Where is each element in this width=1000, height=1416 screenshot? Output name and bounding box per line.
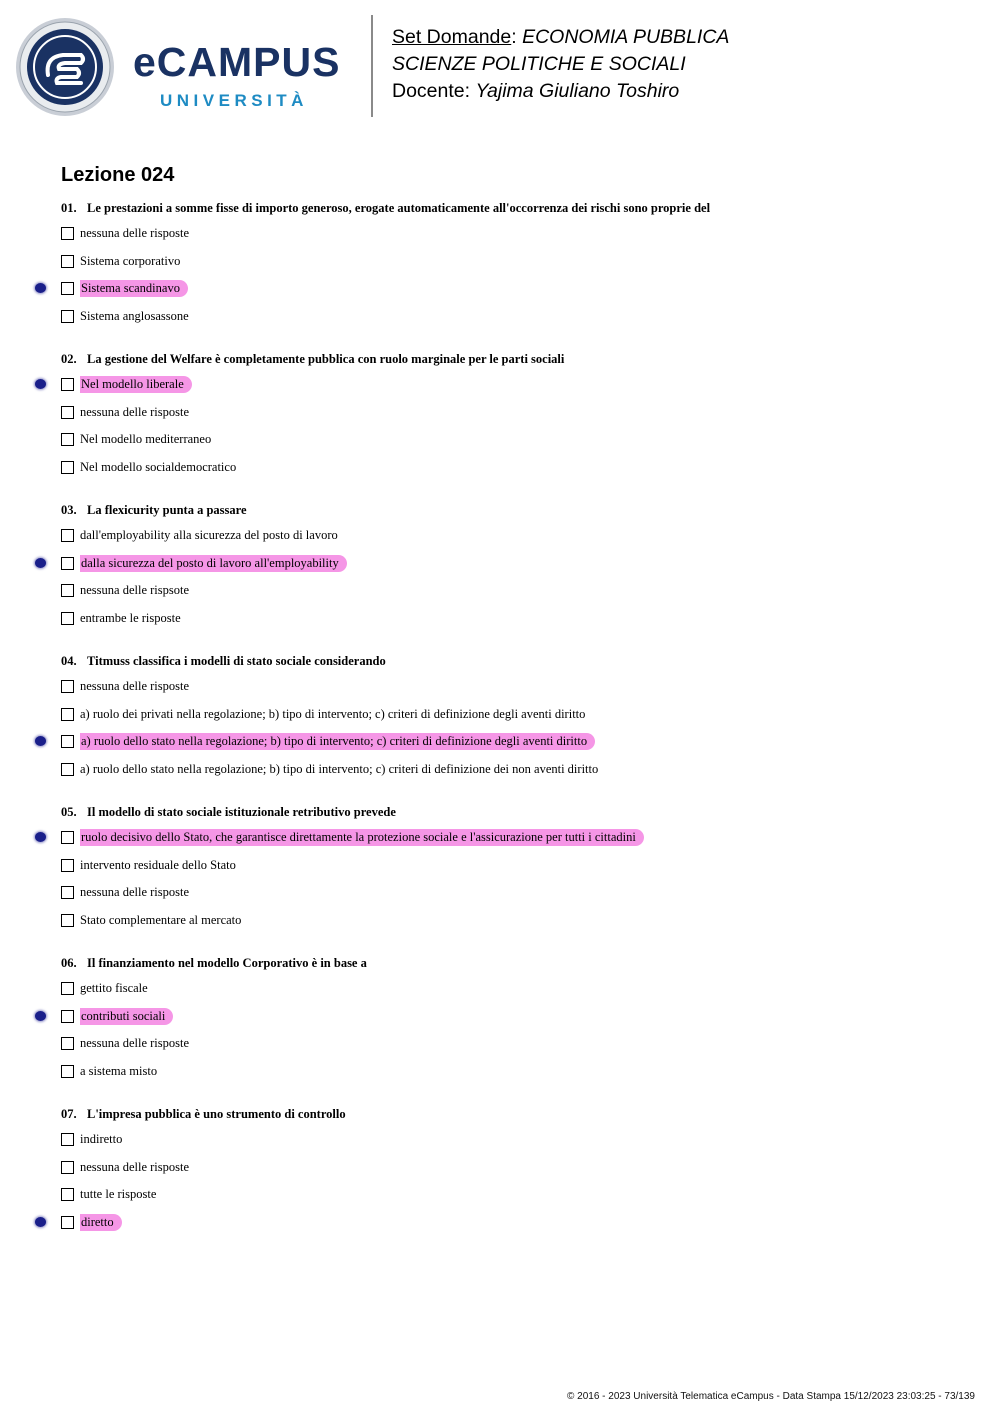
answer-checkbox[interactable] <box>61 282 74 295</box>
answer-option[interactable] <box>61 761 961 789</box>
answer-checkbox[interactable] <box>61 763 74 776</box>
pen-mark-dot <box>35 736 46 746</box>
answer-checkbox[interactable] <box>61 708 74 721</box>
answer-label: nessuna delle risposte <box>80 1159 190 1174</box>
pen-mark-dot <box>35 1217 46 1227</box>
answer-label: a sistema misto <box>80 1063 158 1078</box>
header-info <box>392 24 729 105</box>
answer-label: Nel modello mediterraneo <box>80 432 212 447</box>
question-text <box>61 954 961 972</box>
brand-wordmark: eCAMPUS <box>133 39 341 85</box>
answer-options <box>61 980 961 1090</box>
answer-options <box>61 527 961 637</box>
question-block <box>61 501 961 637</box>
question-number: 04. <box>61 654 77 668</box>
answer-option[interactable] <box>61 376 961 404</box>
question-text <box>61 199 961 217</box>
set-value: ECONOMIA PUBBLICA <box>522 26 730 48</box>
pen-mark-dot <box>35 832 46 842</box>
answer-option[interactable] <box>61 308 961 336</box>
answer-option[interactable] <box>61 253 961 281</box>
answer-checkbox[interactable] <box>61 1161 74 1174</box>
answer-label: nessuna delle risposte <box>80 1036 190 1051</box>
page-footer: © 2016 - 2023 Università Telematica eCampus - Data Stampa 15/12/2023 23:03:25 - 73/139 <box>567 1391 975 1402</box>
answer-option[interactable] <box>61 1063 961 1091</box>
answer-label: tutte le risposte <box>80 1187 157 1202</box>
answer-label: nessuna delle risposte <box>80 885 190 900</box>
answer-checkbox[interactable] <box>61 1133 74 1146</box>
answer-checkbox[interactable] <box>61 680 74 693</box>
answer-options <box>61 678 961 788</box>
answer-option[interactable] <box>61 1214 961 1242</box>
answer-checkbox[interactable] <box>61 914 74 927</box>
answer-option[interactable] <box>61 1159 961 1187</box>
answer-label: Stato complementare al mercato <box>80 912 242 927</box>
answer-option[interactable] <box>61 1186 961 1214</box>
answer-label: entrambe le risposte <box>80 610 181 625</box>
answer-checkbox[interactable] <box>61 529 74 542</box>
answer-checkbox[interactable] <box>61 378 74 391</box>
answer-label: a) ruolo dello stato nella regolazione; b) tipo di intervento; c) criteri di definizione dei non aventi diritto <box>80 761 599 776</box>
question-block <box>61 199 961 335</box>
answer-checkbox[interactable] <box>61 735 74 748</box>
answer-option[interactable] <box>61 857 961 885</box>
answer-option[interactable] <box>61 459 961 487</box>
course-name: SCIENZE POLITICHE E SOCIALI <box>392 53 686 75</box>
answer-option[interactable] <box>61 733 961 761</box>
question-text <box>61 803 961 821</box>
answer-option[interactable] <box>61 980 961 1008</box>
answer-option[interactable] <box>61 225 961 253</box>
answer-option[interactable] <box>61 678 961 706</box>
answer-checkbox[interactable] <box>61 557 74 570</box>
answer-option[interactable] <box>61 1035 961 1063</box>
question-label: Titmuss classifica i modelli di stato sociale considerando <box>87 654 386 668</box>
question-label: La flexicurity punta a passare <box>87 503 247 517</box>
course-line <box>392 51 729 78</box>
answer-checkbox[interactable] <box>61 227 74 240</box>
question-text <box>61 350 961 368</box>
answer-checkbox[interactable] <box>61 982 74 995</box>
question-number: 01. <box>61 201 77 215</box>
answer-checkbox[interactable] <box>61 406 74 419</box>
question-label: L'impresa pubblica è uno strumento di controllo <box>87 1107 346 1121</box>
answer-checkbox[interactable] <box>61 1010 74 1023</box>
question-block <box>61 350 961 486</box>
question-text <box>61 1105 961 1123</box>
lesson-title: Lezione 024 <box>61 164 175 186</box>
answer-checkbox[interactable] <box>61 1065 74 1078</box>
highlighted-answer-label: Sistema scandinavo <box>80 280 188 297</box>
answer-checkbox[interactable] <box>61 1188 74 1201</box>
answer-label: Sistema corporativo <box>80 253 181 268</box>
answer-label: Sistema anglosassone <box>80 308 189 323</box>
answer-option[interactable] <box>61 404 961 432</box>
answer-checkbox[interactable] <box>61 255 74 268</box>
question-text <box>61 652 961 670</box>
teacher-label: Docente: <box>392 80 471 102</box>
answer-label: dall'employability alla sicurezza del posto di lavoro <box>80 528 338 542</box>
answer-option[interactable] <box>61 829 961 857</box>
teacher-name: Yajima Giuliano Toshiro <box>475 80 680 102</box>
answer-checkbox[interactable] <box>61 584 74 597</box>
highlighted-answer-label: Nel modello liberale <box>80 376 192 393</box>
answer-options <box>61 376 961 486</box>
answer-option[interactable] <box>61 884 961 912</box>
highlighted-answer-label: ruolo decisivo dello Stato, che garantisce direttamente la protezione sociale e l'assicurazione per tutti i cittadini <box>80 829 644 846</box>
answer-option[interactable] <box>61 431 961 459</box>
question-block <box>61 803 961 939</box>
answer-option[interactable] <box>61 610 961 638</box>
answer-option[interactable] <box>61 280 961 308</box>
highlighted-answer-label: a) ruolo dello stato nella regolazione; b) tipo di intervento; c) criteri di definizione degli aventi diritto <box>80 733 595 750</box>
question-number: 06. <box>61 956 77 970</box>
answer-checkbox[interactable] <box>61 1216 74 1229</box>
answer-label: intervento residuale dello Stato <box>80 857 236 872</box>
university-seal-logo <box>15 17 115 117</box>
highlighted-answer-label: dalla sicurezza del posto di lavoro all'employability <box>80 555 347 572</box>
answer-label: Nel modello socialdemocratico <box>80 459 237 474</box>
answer-checkbox[interactable] <box>61 461 74 474</box>
answer-option[interactable] <box>61 1131 961 1159</box>
brand-subtitle: UNIVERSITÀ <box>160 91 308 110</box>
question-block <box>61 954 961 1090</box>
answer-label: nessuna delle risposte <box>80 404 190 419</box>
answer-checkbox[interactable] <box>61 886 74 899</box>
set-line: Set Domande: ECONOMIA PUBBLICA <box>392 26 730 48</box>
answer-checkbox[interactable] <box>61 310 74 323</box>
answer-option[interactable] <box>61 912 961 940</box>
answer-option[interactable] <box>61 527 961 555</box>
pen-mark-dot <box>35 283 46 293</box>
answer-options <box>61 1131 961 1241</box>
answer-option[interactable] <box>61 582 961 610</box>
answer-label: gettito fiscale <box>80 981 148 995</box>
answer-checkbox[interactable] <box>61 1037 74 1050</box>
answer-checkbox[interactable] <box>61 612 74 625</box>
answer-label: indiretto <box>80 1132 123 1146</box>
answer-label: nessuna delle risposte <box>80 226 190 240</box>
highlighted-answer-label: contributi sociali <box>80 1008 173 1025</box>
answer-checkbox[interactable] <box>61 831 74 844</box>
answer-checkbox[interactable] <box>61 859 74 872</box>
pen-mark-dot <box>35 379 46 389</box>
answer-options <box>61 829 961 939</box>
answer-options <box>61 225 961 335</box>
question-number: 07. <box>61 1107 77 1121</box>
pen-mark-dot <box>35 558 46 568</box>
question-label: Le prestazioni a somme fisse di importo generoso, erogate automaticamente all'occorrenza dei rischi sono proprie del <box>87 201 711 215</box>
question-number: 05. <box>61 805 77 819</box>
question-number: 02. <box>61 352 77 366</box>
answer-option[interactable] <box>61 1008 961 1036</box>
pen-mark-dot <box>35 1011 46 1021</box>
teacher-line <box>392 78 729 105</box>
question-block <box>61 1105 961 1241</box>
question-text <box>61 501 961 519</box>
question-number: 03. <box>61 503 77 517</box>
answer-label: nessuna delle rispsote <box>80 583 190 598</box>
question-label: Il modello di stato sociale istituzionale retributivo prevede <box>87 805 396 819</box>
answer-label: a) ruolo dei privati nella regolazione; b) tipo di intervento; c) criteri di definizione degli aventi diritto <box>80 706 586 721</box>
answer-checkbox[interactable] <box>61 433 74 446</box>
question-block <box>61 652 961 788</box>
set-label: Set Domande <box>392 26 512 48</box>
answer-option[interactable] <box>61 706 961 734</box>
header-divider <box>371 15 373 117</box>
question-label: La gestione del Welfare è completamente pubblica con ruolo marginale per le parti sociali <box>87 352 565 366</box>
highlighted-answer-label: diretto <box>80 1214 122 1231</box>
page-header <box>0 0 1000 130</box>
answer-label: nessuna delle risposte <box>80 679 190 693</box>
answer-option[interactable] <box>61 555 961 583</box>
question-label: Il finanziamento nel modello Corporativo è in base a <box>87 956 367 970</box>
